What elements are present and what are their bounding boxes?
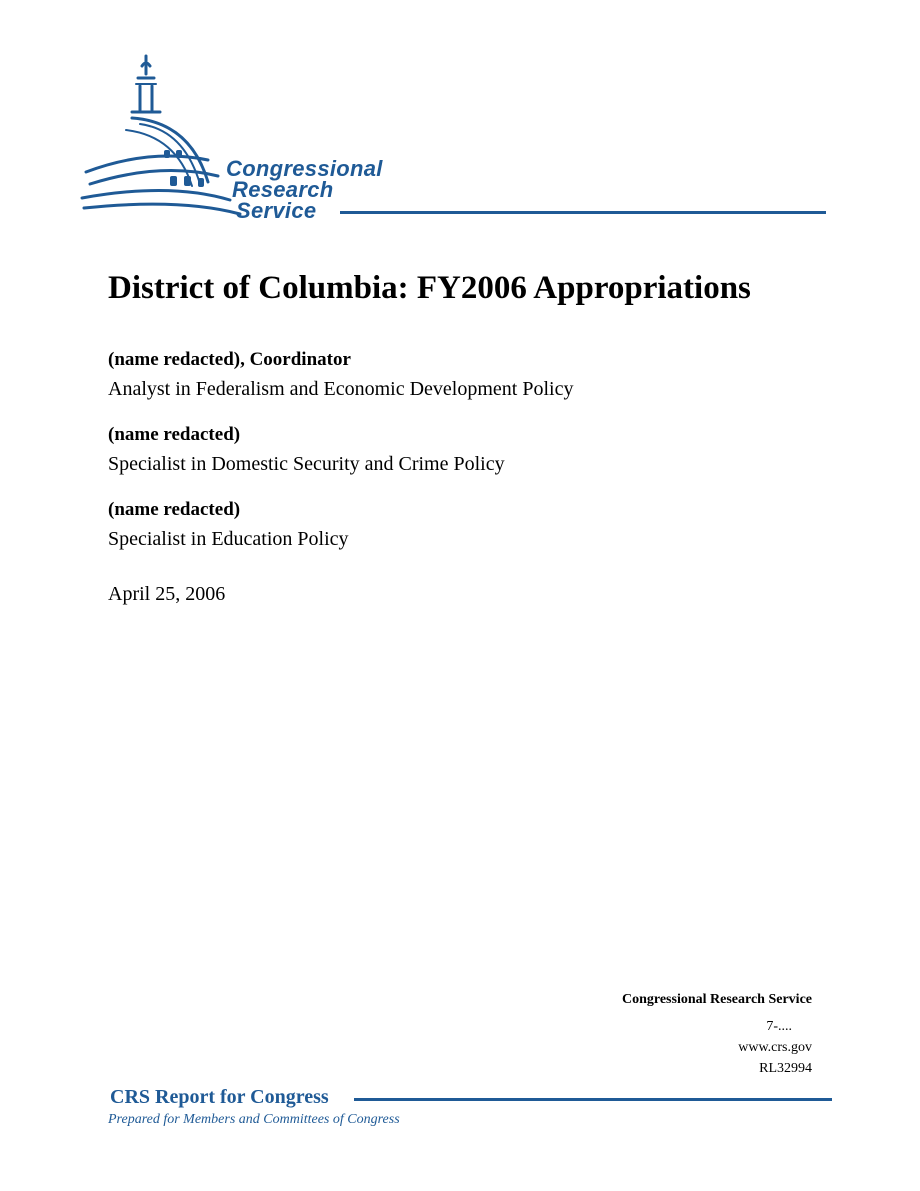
- meta-website-link[interactable]: www.crs.gov: [738, 1040, 812, 1055]
- logo-text-line-3: Service: [236, 198, 317, 223]
- author-1-role: Analyst in Federalism and Economic Development Policy: [108, 378, 574, 400]
- logo-text-line-2: Research: [232, 177, 334, 202]
- author-2-name: (name redacted): [108, 424, 241, 445]
- meta-organization: Congressional Research Service: [621, 992, 812, 1007]
- meta-phone: 7-....: [766, 1019, 792, 1034]
- header-rule: [340, 211, 826, 214]
- meta-report-number: RL32994: [759, 1061, 812, 1076]
- author-1-name: (name redacted), Coordinator: [108, 349, 351, 370]
- report-date: April 25, 2006: [108, 583, 226, 605]
- logo-text-line-1: Congressional: [226, 156, 383, 181]
- author-2-role: Specialist in Domestic Security and Crime Policy: [108, 453, 505, 475]
- author-3-name: (name redacted): [108, 499, 241, 520]
- footer-subtitle: Prepared for Members and Committees of Congress: [108, 1112, 400, 1127]
- report-title: District of Columbia: FY2006 Appropriations: [108, 270, 751, 306]
- footer-rule: [354, 1098, 832, 1101]
- author-3-role: Specialist in Education Policy: [108, 528, 349, 550]
- footer-title: CRS Report for Congress: [110, 1086, 329, 1108]
